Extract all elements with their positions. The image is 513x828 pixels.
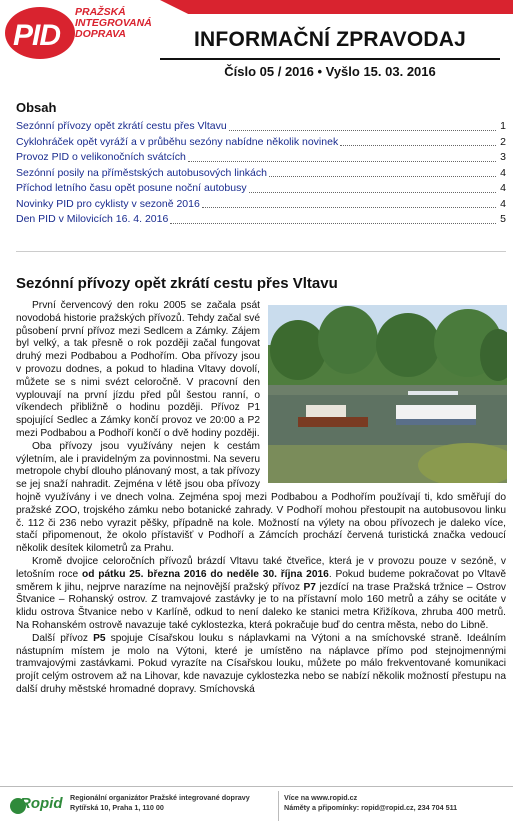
article-paragraph-3 <box>16 556 506 633</box>
logo-line-3: DOPRAVA <box>75 28 126 40</box>
toc-item-title[interactable]: Sezónní posily na příměstských autobusových linkách <box>16 166 267 179</box>
organizer-address: Rytířská 10, Praha 1, 110 00 <box>70 803 164 812</box>
toc-item-title[interactable]: Příchod letního času opět posune noční autobusy <box>16 182 247 194</box>
contact-info <box>284 793 457 813</box>
ferry-photo-image <box>268 305 507 483</box>
toc-leader <box>170 212 496 224</box>
toc-item[interactable] <box>16 197 506 213</box>
organizer-info <box>70 793 250 813</box>
toc-item[interactable] <box>16 119 506 135</box>
toc-item-title[interactable]: Den PID v Milovicích 16. 4. 2016 <box>16 213 169 225</box>
toc-item-title[interactable]: Sezónní přívozy opět zkrátí cestu přes Vltavu <box>16 120 227 132</box>
ferry-code-p7: P7 <box>303 581 316 593</box>
newsletter-title: INFORMAČNÍ ZPRAVODAJ <box>194 28 466 51</box>
ropid-logo[interactable] <box>8 793 62 819</box>
article-paragraph-2: Oba přívozy jsou využívány nejen k cestám výletním, ale i pravidelným za povinnostmi. Na severu metropole chybí dlouho plánovaný most, a tak přívozy se jej snaží nahradit. Zejména v létě jsou oba přívozy hojně využívány i ve dnech volna. Zejména spoj mezi Podbabou a Podhořím používají ti, kdo směřují do pražské ZOO, trojského zámku nebo botanické zahrady. V Podhoří mohou přestoupit na autobusovou linku č. 112 či 236 nebo vyrazit pěšky, případně na kole. Možností na výlety na obou přívozech je daleko více, stačí připomenout, že okolo přístavišť v Podhoří a Zámcích prochází červená turistická značka vedoucí několik desítek kilometrů za Prahu. <box>16 440 506 555</box>
toc-item-page: 4 <box>500 182 506 194</box>
season-dates: od pátku 25. března 2016 do neděle 30. října 2016 <box>81 568 329 580</box>
text-run: spojuje Císařskou louku s náplavkami na Výtoni a na smíchovské straně. Ideálním nástupním místem je molo na Výtoni, které je umístěno na náplavce přímo pod stejnojmennými tramvajovými zastávkami. Pokud vyrazíte na Císařskou louku, můžete po málo frekventované komunikaci projít celým ostrovem až na Lihovar, kde navazuje cyklostezka nebo se nabízí několik možností přestupu na další druhy městské hromadné dopravy. Smíchovská <box>16 632 506 695</box>
toc-item[interactable] <box>16 212 506 228</box>
ferry-photo <box>268 305 507 483</box>
toc-leader <box>269 166 496 178</box>
toc-leader <box>202 197 496 209</box>
article-title: Sezónní přívozy opět zkrátí cestu přes Vltavu <box>16 275 338 292</box>
toc-leader <box>249 181 496 193</box>
text-run: Kromě dvojice celoročních přívozů brázdí Vltavu také čtveřice, která je v provozu pouze v sezóně, v letošním roce <box>16 555 506 580</box>
text-run: Další přívoz <box>32 632 94 644</box>
title-divider <box>160 58 500 60</box>
organizer-name: Regionální organizátor Pražské integrované dopravy <box>70 793 250 802</box>
table-of-contents <box>16 100 506 228</box>
article-paragraph-1: První červencový den roku 2005 se začala psát novodobá historie pražských přívozů. Tehdy začal své působení první přívoz mezi Sedlcem a Zámky. Zájem byl velký, a tak přesně o rok později začal fungovat druhý mezi Podbabou a Podhořím. Oba přívozy jsou v provozu dodnes, a pokud to hladina Vltavy dovolí, můžete se s nimi svézt celoročně. V pracovní den vyplouvají na první jízdu před půl šestou ranní, o víkendech přibližně o hodinu později. Přívoz P1 spojující Sedlec a Zámky končí provoz ve 20:00 a P2 mezi Podbabou a Podhoří končí o dvě hodiny později. <box>16 300 260 439</box>
toc-item-title[interactable]: Novinky PID pro cyklisty v sezoně 2016 <box>16 197 200 210</box>
pid-logo-text <box>75 7 152 40</box>
header-red-bar <box>160 0 513 14</box>
pid-logo-emblem <box>5 7 75 59</box>
toc-item-page: 4 <box>500 166 506 179</box>
contact-line[interactable]: Náměty a připomínky: ropid@ropid.cz, 234 704 511 <box>284 803 458 812</box>
section-divider <box>16 251 506 252</box>
text-run: jezdící na trase Pražská tržnice – Ostrov Štvanice – Rohanský ostrov. Z tramvajové zastávky je to na přístavní molo 160 metrů a záhy se ocitáte v klidu ostrova Štvanice nebo v Karlíně, odkud to není daleko ke stanici metra Křižíkova, zhruba 400 metrů. Na Rohanském ostrově navazuje také cyklostezka, která pokračuje buď do centra města, nebo do Libně. <box>16 581 506 631</box>
pid-logo[interactable] <box>5 3 165 61</box>
pid-logo-mark: PID <box>13 19 61 52</box>
logo-line-2: INTEGROVANÁ <box>75 17 152 29</box>
ferry-code-p5: P5 <box>93 632 106 644</box>
text-run: . Pokud budeme pokračovat po Vltavě směrem k jihu, nejprve narazíme na nejnovější pražský přívoz <box>16 568 506 593</box>
toc-item-title[interactable]: Cyklohráček opět vyráží a v průběhu sezóny nabídne několik novinek <box>16 135 339 148</box>
toc-item-page: 1 <box>500 120 506 132</box>
toc-item-page: 4 <box>500 197 506 210</box>
footer <box>0 786 513 828</box>
toc-leader <box>188 150 496 162</box>
toc-item-title[interactable]: Provoz PID o velikonočních svátcích <box>16 151 186 163</box>
toc-item[interactable] <box>16 150 506 166</box>
toc-leader <box>340 135 496 147</box>
footer-divider <box>278 791 279 821</box>
toc-item-page: 3 <box>500 151 506 163</box>
ropid-logo-text: Ropid <box>20 795 63 812</box>
issue-info: Číslo 05 / 2016 • Vyšlo 15. 03. 2016 <box>224 64 436 79</box>
toc-leader <box>229 119 496 131</box>
website-link[interactable]: Více na www.ropid.cz <box>284 793 358 802</box>
header <box>0 0 513 90</box>
logo-line-1: PRAŽSKÁ <box>75 6 126 18</box>
article-paragraph-4 <box>16 633 506 697</box>
toc-item[interactable] <box>16 166 506 182</box>
toc-heading: Obsah <box>16 100 57 115</box>
toc-item[interactable] <box>16 135 506 151</box>
toc-item-page: 5 <box>500 213 506 225</box>
toc-item[interactable] <box>16 181 506 197</box>
toc-item-page: 2 <box>500 135 506 148</box>
title-band <box>160 22 513 84</box>
